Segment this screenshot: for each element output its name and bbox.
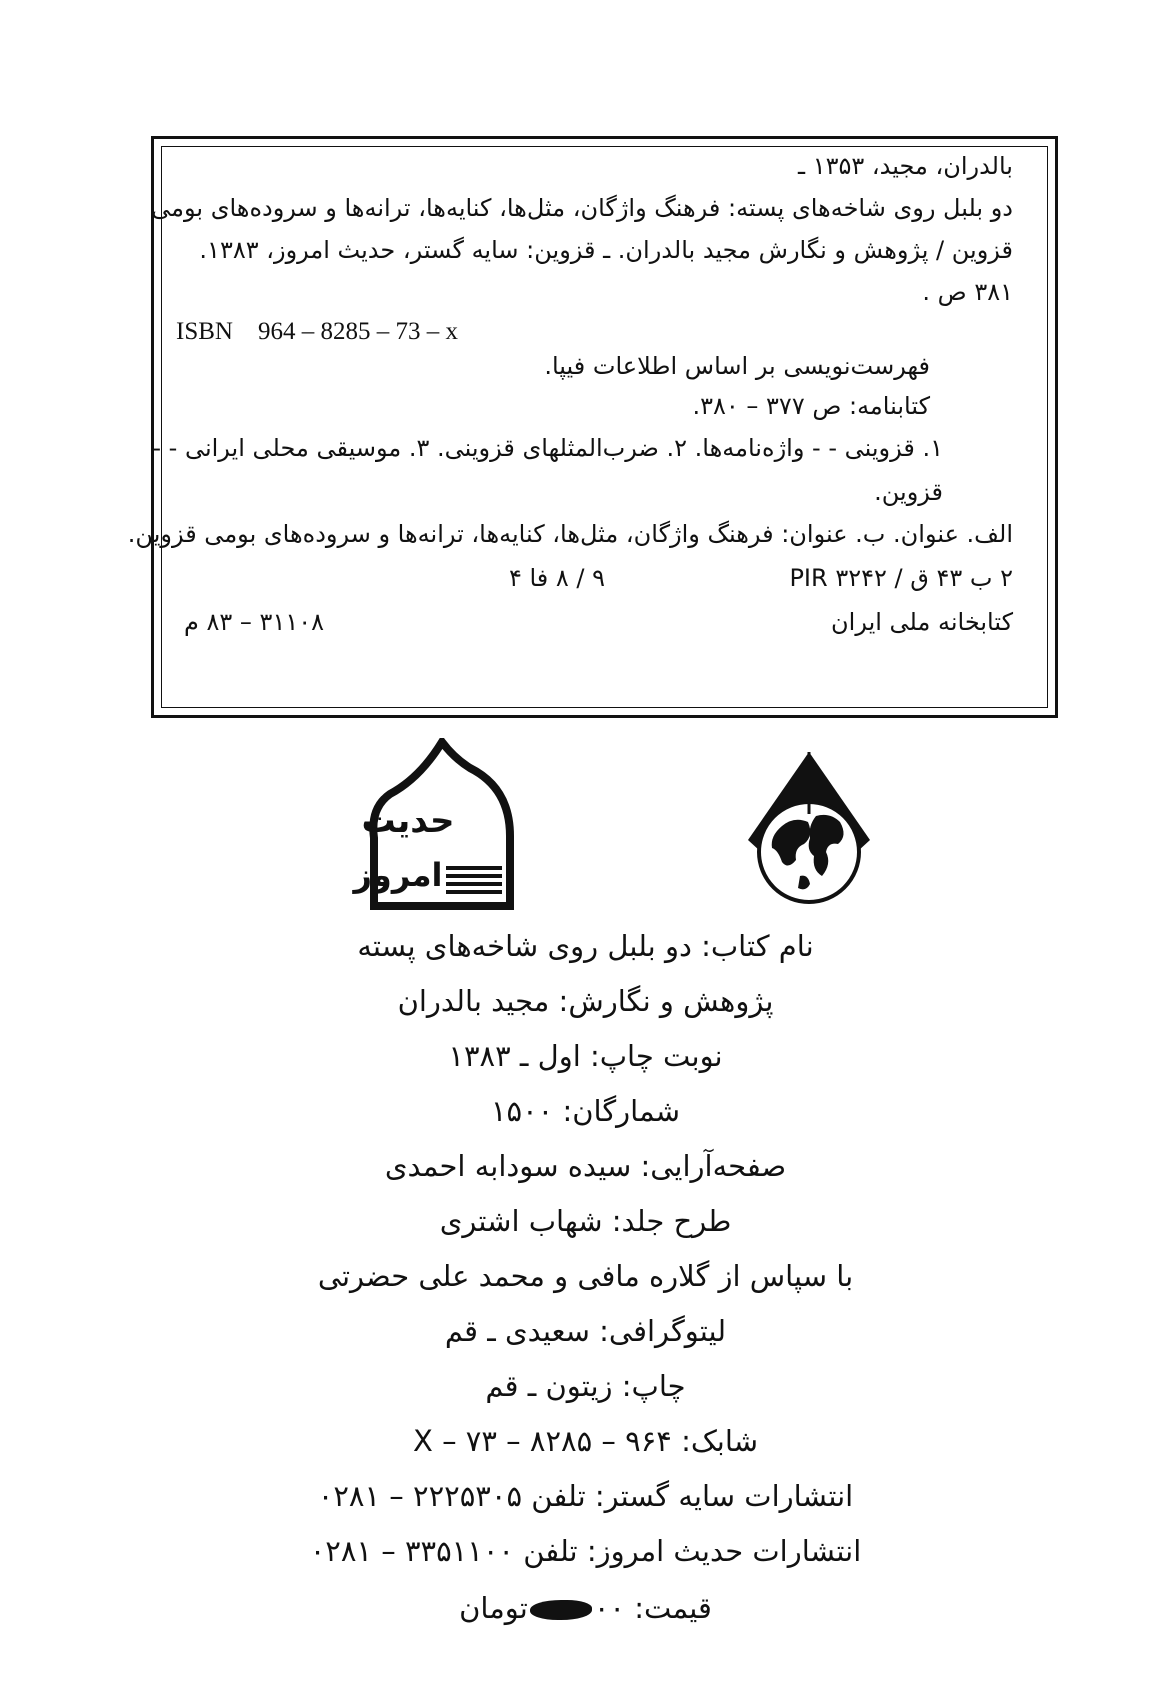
cip-library-number: ۳۱۱۰۸ – ۸۳ م bbox=[184, 608, 324, 636]
cip-fipa: فهرست‌نویسی بر اساس اطلاعات فیپا. bbox=[544, 352, 930, 380]
cip-author: بالدران، مجید، ۱۳۵۳ ـ bbox=[798, 152, 1013, 180]
cip-pages: ۳۸۱ ص . bbox=[922, 278, 1013, 306]
cip-titles: الف. عنوان. ب. عنوان: فرهنگ واژگان، مثل‌ها، کنایه‌ها، ترانه‌ها و سروده‌های بومی قزوین. bbox=[127, 520, 1013, 548]
cip-bibliography: کتابنامه: ص ۳۷۷ – ۳۸۰. bbox=[692, 392, 930, 420]
book-author: پژوهش و نگارش: مجید بالدران bbox=[397, 984, 774, 1018]
globe-logo-icon bbox=[742, 748, 876, 916]
edition: نوبت چاپ: اول ـ ۱۳۸۳ bbox=[448, 1039, 723, 1073]
redaction-mark bbox=[530, 1600, 592, 1620]
hadith-emrooz-logo bbox=[350, 738, 516, 910]
cover-design: طرح جلد: شهاب اشتری bbox=[439, 1204, 732, 1238]
book-name: نام کتاب: دو بلبل روی شاخه‌های پسته bbox=[357, 929, 814, 963]
cip-subjects-2: قزوین. bbox=[874, 478, 943, 506]
lithography: لیتوگرافی: سعیدی ـ قم bbox=[444, 1314, 727, 1348]
price-partial: ۰۰ bbox=[593, 1591, 626, 1625]
price-unit: تومان bbox=[459, 1591, 528, 1625]
cip-isbn: ISBN 964 – 8285 – 73 – x bbox=[176, 318, 458, 345]
acknowledgement: با سپاس از گلاره مافی و محمد علی حضرتی bbox=[317, 1259, 854, 1293]
publisher-hadith-emrooz: انتشارات حدیث امروز: تلفن ۳۳۵۱۱۰۰ – ۰۲۸۱ bbox=[309, 1534, 862, 1568]
logo-text-emrooz: امروز bbox=[353, 856, 443, 894]
cip-dewey: ۹ / ۸ فا ۴ bbox=[508, 564, 605, 592]
logo-text-hadith: حدیث bbox=[361, 801, 455, 841]
print-run: شمارگان: ۱۵۰۰ bbox=[490, 1094, 681, 1128]
publisher-saye-gostar: انتشارات سایه گستر: تلفن ۲۲۲۵۳۰۵ – ۰۲۸۱ bbox=[317, 1479, 854, 1513]
price-label: قیمت: bbox=[634, 1591, 712, 1625]
isbn: شابک: X – ۷۳ – ۸۲۸۵ – ۹۶۴ bbox=[412, 1424, 759, 1458]
cip-library: کتابخانه ملی ایران bbox=[831, 608, 1013, 636]
cip-title-1: دو بلبل روی شاخه‌های پسته: فرهنگ واژگان، مثل‌ها، کنایه‌ها، ترانه‌ها و سروده‌های بومی bbox=[151, 194, 1013, 222]
price bbox=[0, 1590, 1171, 1626]
cip-lc-class: ۲ ب ۴۳ ق / ۳۲۴۲ PIR bbox=[789, 564, 1013, 592]
printing: چاپ: زیتون ـ قم bbox=[485, 1369, 686, 1403]
cip-record-box bbox=[127, 136, 1058, 718]
page-layout: صفحه‌آرایی: سیده سودابه احمدی bbox=[384, 1149, 787, 1183]
cip-subjects-1: ۱. قزوینی - - واژه‌نامه‌ها. ۲. ضرب‌المثلهای قزوینی. ۳. موسیقی محلی ایرانی - - bbox=[152, 434, 943, 462]
cip-title-2: قزوین / پژوهش و نگارش مجید بالدران. ـ قزوین: سایه گستر، حدیث امروز، ۱۳۸۳. bbox=[199, 236, 1013, 264]
